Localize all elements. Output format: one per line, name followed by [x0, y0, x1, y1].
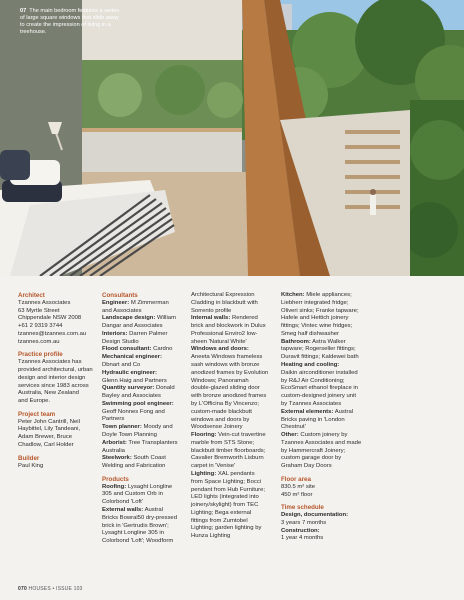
credit-value: Lysaght Longline 305 in: [102, 530, 165, 537]
credit-value: Lighting; garden lighting by: [191, 525, 262, 532]
bedroom-photo-illustration: [0, 0, 464, 276]
credit-value: Australia: [102, 447, 125, 454]
credit-line: [191, 510, 277, 518]
publication-name: HOUSES • ISSUE 103: [28, 586, 83, 592]
credit-value: Rendered: [231, 315, 258, 322]
credit-line: [281, 292, 371, 300]
credit-value: Geoff Nonnes Fong and: [102, 408, 165, 415]
fittings-list: [281, 292, 371, 471]
credit-value: Welding and Fabrication: [102, 463, 166, 470]
credit-value: anodized frames by Evolution: [191, 369, 269, 376]
page-footer: [18, 586, 83, 592]
credit-line: [281, 300, 371, 308]
credit-value: blackbutt timber floorboards;: [191, 447, 266, 454]
credit-line: [102, 323, 187, 331]
credit-line: [191, 308, 277, 316]
credit-value: LED lights (integrated into: [191, 494, 259, 501]
text-line: design and interior design: [18, 374, 86, 381]
credit-label: Flooring:: [191, 432, 217, 439]
credits-section: [18, 292, 448, 572]
credit-line: [191, 315, 277, 323]
page-number: 070: [18, 586, 27, 592]
credit-value: Smeg half dishwasher: [281, 330, 339, 337]
credit-line: [281, 424, 371, 432]
credit-value: from Space Lighting; Bocci: [191, 478, 262, 485]
credit-value: Windows; Panoramah: [191, 377, 249, 384]
credit-value: by Tzannes Associates: [281, 400, 342, 407]
builder-heading: Builder: [18, 454, 40, 462]
credits-column-4: [281, 292, 371, 543]
credit-value: by Hammercraft Joinery;: [281, 447, 346, 454]
credit-line: [102, 378, 187, 386]
time-schedule-heading: Time schedule: [281, 504, 324, 512]
credit-line: [191, 479, 277, 487]
credit-line: [191, 440, 277, 448]
text-line: Haybittel, Lily Tandeani,: [18, 426, 81, 433]
photo-caption: [20, 8, 122, 36]
credit-value: brick and blockwork in Dulux: [191, 323, 266, 330]
credit-label: Landscape design:: [102, 315, 156, 322]
credit-label: Design, documentation:: [281, 512, 349, 519]
credit-line: [191, 362, 277, 370]
credit-label: External elements:: [281, 408, 334, 415]
products-list: [102, 484, 187, 546]
credit-line: [102, 315, 187, 323]
credit-value: Lighting; Bega external: [191, 509, 252, 516]
credit-value: Darren Palmer: [129, 330, 168, 337]
credit-line: [102, 484, 187, 492]
credit-value: 305 and Custom Orb in: [102, 491, 163, 498]
credit-line: [191, 331, 277, 339]
credit-value: M Zimmerman: [130, 299, 169, 306]
credit-value: EcoSmart ethanol fireplace in: [281, 385, 358, 392]
credit-line: [102, 523, 187, 531]
credit-value: Hafele and Hettich joinery: [281, 315, 349, 322]
credit-line: [191, 463, 277, 471]
credit-value: Design Studio: [102, 338, 139, 345]
credit-value: South Coast: [133, 455, 166, 462]
credit-line: [191, 455, 277, 463]
credit-value: Bricks Bowral50 dry-pressed: [102, 514, 177, 521]
credit-line: [281, 385, 371, 393]
credit-value: Hunza Lighting: [191, 533, 231, 540]
credit-line: [102, 339, 187, 347]
credit-line: [102, 370, 187, 378]
credit-line: [281, 440, 371, 448]
credit-line: [191, 448, 277, 456]
credit-value: tapware; Rogerseller fittings;: [281, 346, 356, 353]
credit-line: [281, 339, 371, 347]
architect-details: [18, 300, 100, 347]
credit-label: External walls:: [102, 507, 144, 514]
text-line: 830.5 m² site: [281, 483, 316, 490]
credit-line: [281, 432, 371, 440]
credit-value: Lysaght Longline: [127, 483, 173, 490]
text-line: services since 1983 across: [18, 382, 89, 389]
credit-value: Donald: [156, 385, 175, 392]
text-line: Paul King: [18, 462, 44, 469]
credit-value: pendant from Hub Furniture;: [191, 486, 265, 493]
credit-value: Daikin airconditioner installed: [281, 369, 358, 376]
credit-line: [281, 417, 371, 425]
credits-column-2: [102, 292, 187, 546]
credit-line: [102, 331, 187, 339]
credit-line: [281, 455, 371, 463]
credit-line: [102, 354, 187, 362]
credit-line: [191, 518, 277, 526]
credit-line: [102, 385, 187, 393]
credit-line: [102, 362, 187, 370]
text-line: tzannes@tzannes.com.au: [18, 330, 87, 337]
credit-line: [191, 401, 277, 409]
credit-line: [102, 409, 187, 417]
consultants-list: [102, 300, 187, 471]
credit-line: [281, 528, 371, 536]
project-team-heading: Project team: [18, 410, 56, 418]
credit-value: with bronze anodized frames: [191, 393, 267, 400]
credit-line: [281, 409, 371, 417]
floor-area-heading: Floor area: [281, 475, 311, 483]
credit-label: Roofing:: [102, 483, 127, 490]
credit-line: [102, 424, 187, 432]
credit-value: Cardno: [153, 346, 173, 353]
text-line: provided architectural, urban: [18, 366, 93, 373]
credit-line: [102, 455, 187, 463]
credit-line: [102, 440, 187, 448]
credit-line: [191, 323, 277, 331]
credit-line: [102, 401, 187, 409]
credit-value: Austral: [334, 408, 354, 415]
credit-line: [102, 432, 187, 440]
credit-line: [191, 409, 277, 417]
credit-value: sash windows with bronze: [191, 362, 260, 369]
credit-label: Steelwork:: [102, 455, 132, 462]
builder-name: [18, 463, 100, 471]
credit-line: [102, 491, 187, 499]
credit-line: [191, 494, 277, 502]
credit-value: double-glazed sliding door: [191, 385, 260, 392]
credit-line: [191, 300, 277, 308]
credit-value: Vein-cut travertine: [218, 432, 266, 439]
credit-value: Colorbond 'Loft'; Woodform: [102, 538, 174, 545]
credit-value: Austral: [144, 507, 163, 514]
products-continued-list: [191, 292, 277, 541]
credit-value: Dangar and Associates: [102, 323, 163, 330]
credit-label: Engineer:: [102, 299, 130, 306]
text-line: Peter John Cantrill, Neil: [18, 418, 80, 425]
credit-value: Graham Day Doors: [281, 463, 332, 470]
text-line: 450 m² floor: [281, 491, 313, 498]
credit-value: Astra Walker: [312, 338, 346, 345]
credit-line: [191, 502, 277, 510]
credit-label: Other:: [281, 432, 299, 439]
credit-value: Oliveri sinks; Franke tapware;: [281, 307, 359, 314]
credit-line: [281, 362, 371, 370]
credit-line: [102, 346, 187, 354]
credit-value: Moody and: [143, 424, 173, 431]
credit-line: [191, 385, 277, 393]
practice-profile-text: [18, 359, 100, 406]
credit-value: marble from STS Stone;: [191, 439, 255, 446]
bedroom-photo: [0, 0, 464, 276]
credit-value: fittings; Vintec wine fridges;: [281, 323, 353, 330]
credit-value: Colorbond 'Loft': [102, 499, 143, 506]
credit-label: Construction:: [281, 527, 320, 534]
credit-value: XAL pendants: [217, 470, 255, 477]
credit-line: [281, 346, 371, 354]
credit-line: [191, 487, 277, 495]
credit-value: windows and doors by: [191, 416, 250, 423]
credit-line: [281, 448, 371, 456]
credit-value: Woodsense Joinery: [191, 424, 243, 431]
credit-value: Bayley and Associates: [102, 393, 161, 400]
credit-label: Windows and doors:: [191, 346, 249, 353]
text-line: 63 Myrtle Street: [18, 307, 60, 314]
text-line: +61 2 9319 3744: [18, 323, 63, 330]
text-line: Adam Brewer, Bruce: [18, 434, 73, 441]
floor-area-values: [281, 484, 371, 500]
credit-line: [102, 300, 187, 308]
credit-line: [102, 538, 187, 546]
credit-value: 3 years 7 months: [281, 519, 327, 526]
credit-line: [281, 315, 371, 323]
credit-line: [191, 339, 277, 347]
credit-label: Swimming pool engineer:: [102, 400, 174, 407]
text-line: Tzannes Associates has: [18, 359, 82, 366]
credit-line: [281, 535, 371, 543]
credit-line: [191, 378, 277, 386]
credit-line: [191, 346, 277, 354]
credit-line: [102, 448, 187, 456]
credit-line: [281, 323, 371, 331]
credits-column-1: [18, 292, 100, 470]
credit-line: [191, 533, 277, 541]
credit-label: Quantity surveyor:: [102, 385, 155, 392]
credit-value: Tzannes Associates and made: [281, 439, 362, 446]
credit-value: Cavalier Bremworth Lisburn: [191, 455, 264, 462]
credit-value: and Associates: [102, 307, 142, 314]
credit-label: Hydraulic engineer:: [102, 369, 157, 376]
credit-value: William: [157, 315, 176, 322]
credit-value: fittings from Zumtobel: [191, 517, 248, 524]
consultants-heading: Consultants: [102, 292, 138, 299]
credit-value: Glenn Haig and Partners: [102, 377, 167, 384]
credit-label: Flood consultant:: [102, 346, 152, 353]
credit-line: [191, 432, 277, 440]
credit-value: Tree Transplanters: [128, 439, 178, 446]
credit-line: [102, 530, 187, 538]
credit-line: [281, 520, 371, 528]
credit-value: Doyle Town Planning: [102, 432, 157, 439]
credit-line: [281, 331, 371, 339]
credit-value: Liebherr integrated fridge;: [281, 299, 349, 306]
text-line: tzannes.com.au: [18, 338, 60, 345]
credit-value: by L'Officina By Vincenzo;: [191, 400, 260, 407]
practice-profile-heading: Practice profile: [18, 351, 63, 359]
credit-label: Heating and cooling:: [281, 362, 340, 369]
credit-line: [281, 512, 371, 520]
credit-line: [102, 308, 187, 316]
credit-line: [281, 370, 371, 378]
credit-value: Partners: [102, 416, 125, 423]
credit-line: [281, 378, 371, 386]
credit-value: Bricks paving in 'London: [281, 416, 345, 423]
credit-value: custom-designed joinery unit: [281, 393, 356, 400]
credit-value: custom-made blackbutt: [191, 408, 252, 415]
credit-value: Architectural Expression: [191, 292, 255, 298]
credit-label: Arborist:: [102, 439, 127, 446]
credit-line: [102, 515, 187, 523]
credit-line: [102, 416, 187, 424]
credit-value: Dbnart and Co: [102, 362, 141, 368]
credit-line: [102, 463, 187, 471]
credit-value: Duravit fittings; Kaldewei bath: [281, 354, 359, 361]
credit-line: [191, 417, 277, 425]
credit-value: Professional Enviro2 low-: [191, 330, 258, 337]
credit-label: Bathroom:: [281, 338, 311, 345]
credit-line: [102, 499, 187, 507]
credit-line: [281, 401, 371, 409]
text-line: Australia, New Zealand: [18, 390, 79, 397]
credit-value: Cladding in blackbutt with: [191, 299, 258, 306]
credit-line: [191, 393, 277, 401]
credit-value: custom garage door by: [281, 455, 342, 462]
time-schedule-list: [281, 512, 371, 543]
credit-value: Aneeta Windows frameless: [191, 354, 263, 361]
credit-label: Interiors:: [102, 330, 128, 337]
project-team-list: [18, 419, 100, 450]
credit-line: [191, 471, 277, 479]
credit-line: [102, 393, 187, 401]
credit-value: Miele appliances;: [306, 292, 352, 298]
credit-line: [281, 308, 371, 316]
text-line: Chadlow, Carl Holder: [18, 441, 74, 448]
text-line: Tzannes Associates: [18, 299, 71, 306]
credit-label: Lighting:: [191, 470, 217, 477]
products-heading: Products: [102, 475, 129, 483]
credit-line: [281, 354, 371, 362]
credit-value: Custom joinery by: [300, 432, 348, 439]
credit-line: [191, 354, 277, 362]
credit-line: [102, 507, 187, 515]
credit-line: [281, 393, 371, 401]
credits-column-3: [191, 292, 277, 541]
caption-number: 07: [20, 8, 27, 14]
credit-value: Sorrento profile: [191, 307, 232, 314]
credit-line: [281, 463, 371, 471]
architect-heading: Architect: [18, 292, 45, 299]
text-line: Chippendale NSW 2008: [18, 315, 82, 322]
caption-text: The main bedroom features a series of large square windows that slide away to create the impression of living in a treehouse.: [20, 8, 120, 35]
credit-line: [191, 292, 277, 300]
credit-value: brick in 'Gertrudis Brown';: [102, 522, 169, 529]
credit-line: [191, 525, 277, 533]
credit-label: Kitchen:: [281, 292, 305, 298]
credit-label: Mechanical engineer:: [102, 354, 162, 361]
text-line: and Europe.: [18, 398, 51, 405]
credit-value: Chestnut': [281, 424, 306, 431]
credit-label: Internal walls:: [191, 315, 231, 322]
credit-label: Town planner:: [102, 424, 142, 431]
credit-value: by R&J Air Conditioning;: [281, 377, 345, 384]
credit-line: [191, 424, 277, 432]
credit-value: sheen 'Natural White': [191, 338, 247, 345]
credit-value: joinery/skylight) from TEC: [191, 502, 259, 509]
credit-value: carpet in 'Venise': [191, 463, 236, 470]
credit-line: [191, 370, 277, 378]
credit-value: 1 year 4 months: [281, 535, 324, 542]
